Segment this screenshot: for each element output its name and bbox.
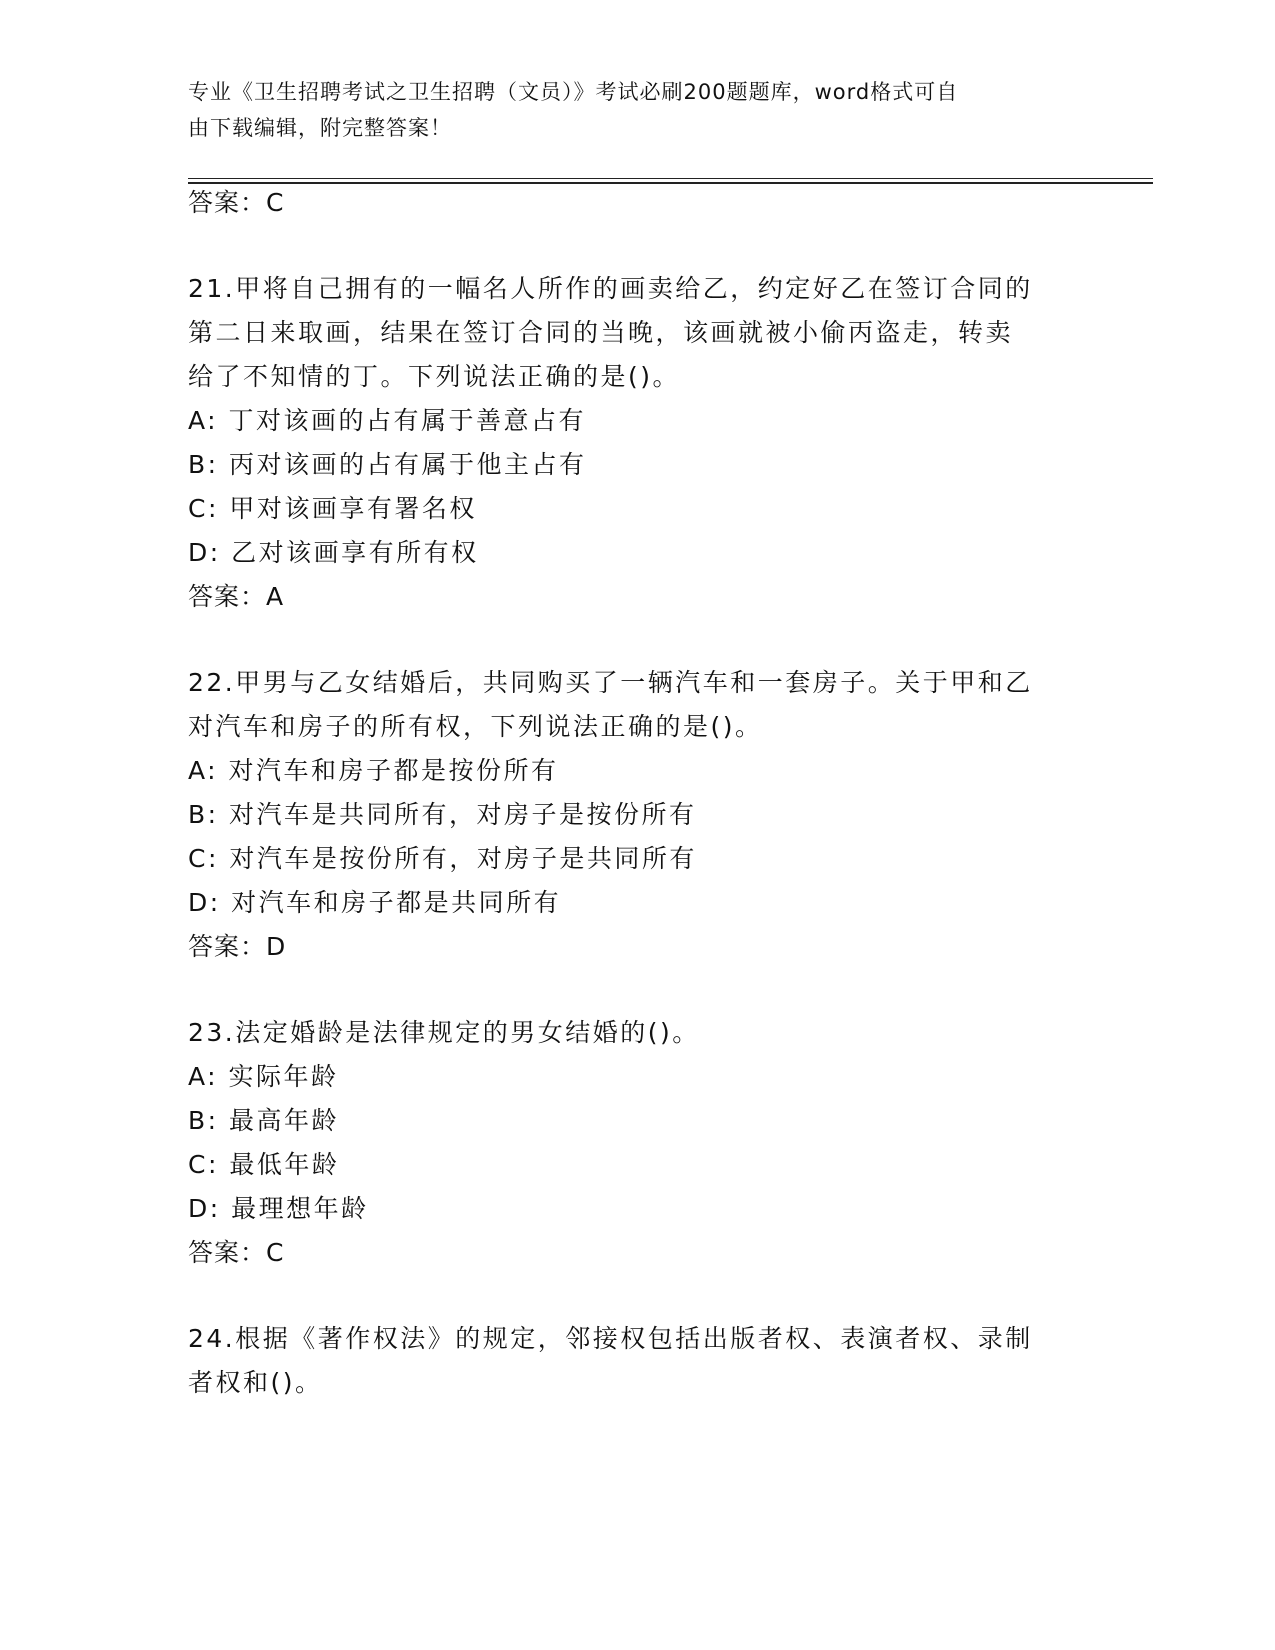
question-text-line: 第二日来取画，结果在签订合同的当晚，该画就被小偷丙盗走，转卖 [188, 318, 1014, 347]
previous-answer: 答案：C [188, 188, 285, 217]
page-header [188, 74, 1078, 146]
option-d: D: 最理想年龄 [188, 1194, 369, 1223]
question-text-line: 21.甲将自己拥有的一幅名人所作的画卖给乙，约定好乙在签订合同的 [188, 274, 1033, 303]
option-a: A: 丁对该画的占有属于善意占有 [188, 406, 587, 435]
option-b: B: 对汽车是共同所有，对房子是按份所有 [188, 800, 697, 829]
option-c: C: 最低年龄 [188, 1150, 340, 1179]
header-rule-thick [188, 182, 1153, 184]
answer: 答案：A [188, 582, 285, 611]
question-text-line: 22.甲男与乙女结婚后，共同购买了一辆汽车和一套房子。关于甲和乙 [188, 668, 1033, 697]
option-a: A: 实际年龄 [188, 1062, 339, 1091]
header-line-1: 专业《卫生招聘考试之卫生招聘（文员）》考试必刷200题题库，word格式可自 [188, 80, 959, 104]
question-text-line: 23.法定婚龄是法律规定的男女结婚的()。 [188, 1018, 700, 1047]
option-b: B: 最高年龄 [188, 1106, 340, 1135]
option-c: C: 甲对该画享有署名权 [188, 494, 477, 523]
option-a: A: 对汽车和房子都是按份所有 [188, 756, 559, 785]
header-line-2: 由下载编辑，附完整答案！ [188, 116, 452, 140]
option-c: C: 对汽车是按份所有，对房子是共同所有 [188, 844, 697, 873]
question-text-line: 给了不知情的丁。下列说法正确的是()。 [188, 362, 681, 391]
option-d: D: 乙对该画享有所有权 [188, 538, 479, 567]
option-b: B: 丙对该画的占有属于他主占有 [188, 450, 587, 479]
header-rule-thin [188, 178, 1153, 179]
answer: 答案：C [188, 1238, 285, 1267]
question-text-line: 者权和()。 [188, 1368, 323, 1397]
question-text-line: 24.根据《著作权法》的规定，邻接权包括出版者权、表演者权、录制 [188, 1324, 1033, 1353]
question-text-line: 对汽车和房子的所有权，下列说法正确的是()。 [188, 712, 763, 741]
option-d: D: 对汽车和房子都是共同所有 [188, 888, 562, 917]
answer: 答案：D [188, 932, 287, 961]
